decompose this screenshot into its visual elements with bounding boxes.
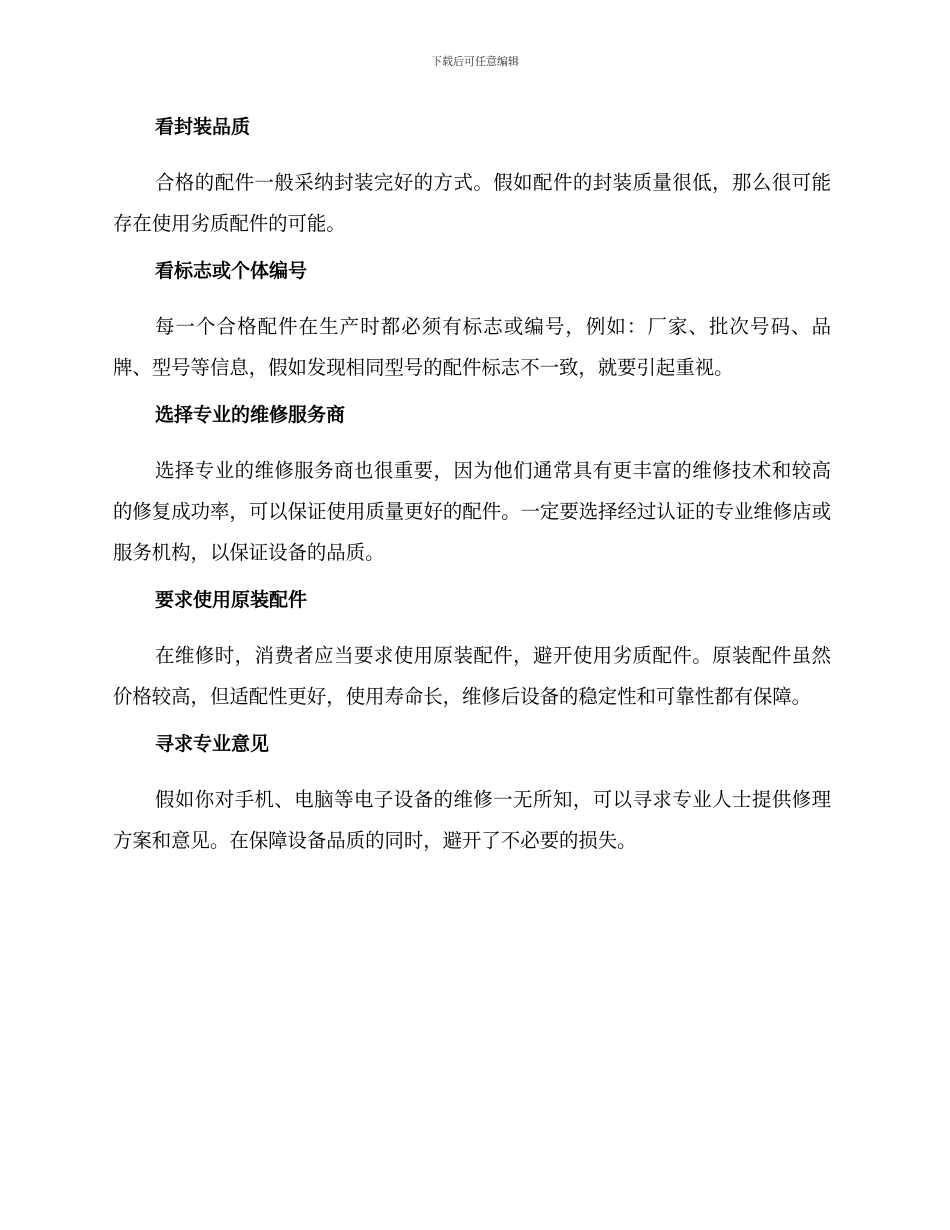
section-paragraph: 在维修时，消费者应当要求使用原装配件，避开使用劣质配件。原装配件虽然价格较高，但适配性更好，使用寿命长，维修后设备的稳定性和可靠性都有保障。 — [113, 644, 831, 708]
section-mark-or-serial — [113, 252, 831, 388]
section-paragraph: 假如你对手机、电脑等电子设备的维修一无所知，可以寻求专业人士提供修理方案和意见。在保障设备品质的同时，避开了不必要的损失。 — [113, 788, 831, 852]
section-paragraph: 合格的配件一般采纳封装完好的方式。假如配件的封装质量很低，那么很可能存在使用劣质配件的可能。 — [113, 171, 831, 235]
section-expert-advice — [113, 725, 831, 861]
section-heading: 要求使用原装配件 — [155, 589, 308, 611]
section-heading: 寻求专业意见 — [155, 733, 270, 755]
document-body — [113, 108, 831, 869]
section-original-parts — [113, 581, 831, 717]
section-heading: 选择专业的维修服务商 — [155, 404, 346, 426]
section-heading: 看标志或个体编号 — [155, 260, 308, 282]
section-professional-service — [113, 396, 831, 573]
section-heading: 看封装品质 — [155, 116, 251, 138]
section-paragraph: 每一个合格配件在生产时都必须有标志或编号，例如：厂家、批次号码、品牌、型号等信息，假如发现相同型号的配件标志不一致，就要引起重视。 — [113, 315, 831, 379]
section-paragraph: 选择专业的维修服务商也很重要，因为他们通常具有更丰富的维修技术和较高的修复成功率，可以保证使用质量更好的配件。一定要选择经过认证的专业维修店或服务机构，以保证设备的品质。 — [113, 459, 831, 564]
page-header: 下载后可任意编辑 — [431, 55, 519, 68]
section-packaging-quality — [113, 108, 831, 244]
